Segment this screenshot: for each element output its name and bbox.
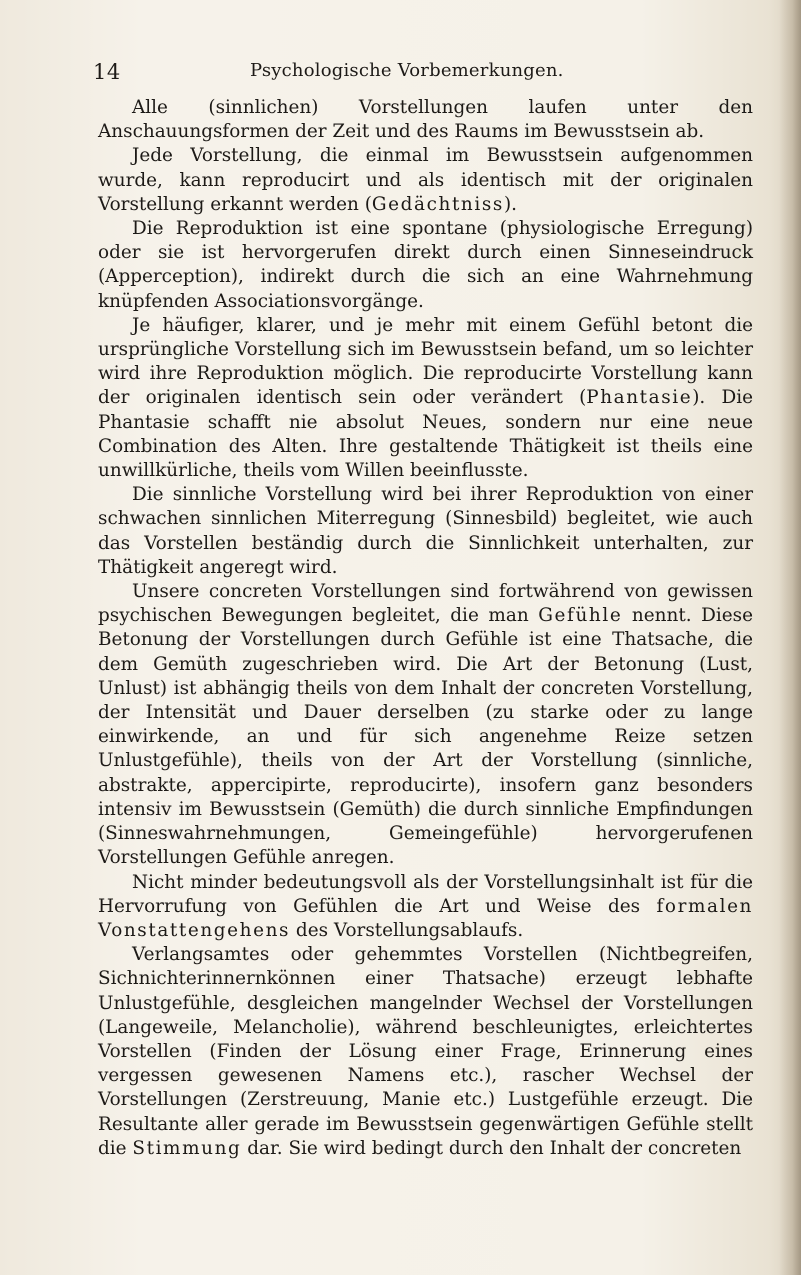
paragraph-text: Je häufiger, klarer, und je mehr mit einem Gefühl betont die ursprüngliche Vorstellung sich im Bewusstsein befand, um so leichter wird ihre Reproduktion möglich. Die reproducirte Vorstellung kann der originalen identisch sein oder verändert ( bbox=[98, 314, 753, 409]
paragraph-text: Alle (sinnlichen) Vorstellungen laufen unter den Anschauungsformen der Zeit und des Raums im Bewusstsein ab. bbox=[98, 97, 753, 143]
paragraph-text: ). bbox=[503, 193, 517, 215]
spaced-term: Gefühle bbox=[538, 605, 623, 627]
paragraph bbox=[98, 314, 753, 483]
paragraph-text: ). Die Phantasie schafft nie absolut Neues, sondern nur eine neue Combination des Alten. Ihre gestaltende Thätigkeit ist theils eine unwillkürliche, theils vom Willen beeinflusste. bbox=[98, 387, 753, 482]
paragraph-text: Nicht minder bedeutungsvoll als der Vorstellungsinhalt ist für die Hervorrufung von Gefühlen die Art und Weise des bbox=[98, 871, 753, 917]
page-header bbox=[0, 58, 801, 88]
spaced-term: formalen Vonstattengehens bbox=[98, 895, 753, 941]
paragraph-text: Jede Vorstellung, die einmal im Bewusstsein aufgenommen wurde, kann reproducirt und als identisch mit der originalen Vorstellung erkannt werden ( bbox=[98, 145, 753, 215]
paragraph-text: Die Reproduktion ist eine spontane (physiologische Erregung) oder sie ist hervorgerufen direkt durch einen Sinneseindruck (Apperception), indirekt durch die sich an eine Wahrnehmung knüpfenden Associationsvorgänge. bbox=[98, 218, 753, 312]
paragraph-text: Verlangsamtes oder gehemmtes Vorstellen (Nichtbegreifen, Sichnichterinnernkönnen einer Thatsache) erzeugt lebhafte Unlustgefühle, desgleichen mangelnder Wechsel der Vorstellungen (Langeweile, Melancholie), während beschleunigtes, erleichtertes Vorstellen (Finden der Lösung einer Frage, Erinnerung eines vergessen gewesenen Namens etc.), rascher Wechsel der Vorstellungen (Zerstreuung, Manie etc.) Lustgefühle erzeugt. Die Resultante aller gerade im Bewusstsein gegenwärtigen Gefühle stellt die bbox=[98, 944, 753, 1159]
paragraph bbox=[98, 580, 753, 870]
spaced-term: Stimmung bbox=[132, 1137, 242, 1159]
spaced-term: Phantasie bbox=[586, 387, 693, 409]
paragraph bbox=[98, 144, 753, 217]
paragraph bbox=[98, 483, 753, 580]
paragraph-text: Die sinnliche Vorstellung wird bei ihrer Reproduktion von einer schwachen sinnlichen Miterregung (Sinnesbild) begleitet, wie auch das Vorstellen beständig durch die Sinnlichkeit unterhalten, zur Thätigkeit angeregt wird. bbox=[98, 484, 753, 578]
paragraph-text: nennt. Diese Betonung der Vorstellungen durch Gefühle ist eine Thatsache, die dem Gemüth zugeschrieben wird. Die Art der Betonung (Lust, Unlust) ist abhängig theils von dem Inhalt der concreten Vorstellung, der Intensität und Dauer derselben (zu starke oder zu lange einwirkende, an und für sich angenehme Reize setzen Unlustgefühle), theils von der Art der Vorstellung (sinnliche, abstrakte, appercipirte, reproducirte), insofern ganz besonders intensiv im Bewusstsein (Gemüth) die durch sinnliche Empfindungen (Sinneswahrnehmungen, Gemeingefühle) hervorgerufenen Vorstellungen Gefühle anregen. bbox=[98, 605, 753, 869]
paragraph-text: Unsere concreten Vorstellungen sind fortwährend von gewissen psychischen Bewegungen begleitet, die man bbox=[98, 581, 753, 627]
running-head: Psychologische Vorbemerkungen. bbox=[250, 60, 564, 81]
spaced-term: Gedächtniss bbox=[371, 193, 504, 215]
page-edge-shadow bbox=[779, 0, 801, 1275]
paragraph-text: dar. Sie wird bedingt durch den Inhalt der concreten bbox=[241, 1137, 742, 1159]
paragraph bbox=[98, 871, 753, 944]
paragraph bbox=[98, 943, 753, 1161]
paragraph-text: des Vorstellungsablaufs. bbox=[290, 919, 524, 941]
page-number: 14 bbox=[93, 60, 121, 84]
paragraph bbox=[98, 96, 753, 144]
paragraph bbox=[98, 217, 753, 314]
body-text bbox=[98, 96, 753, 1161]
